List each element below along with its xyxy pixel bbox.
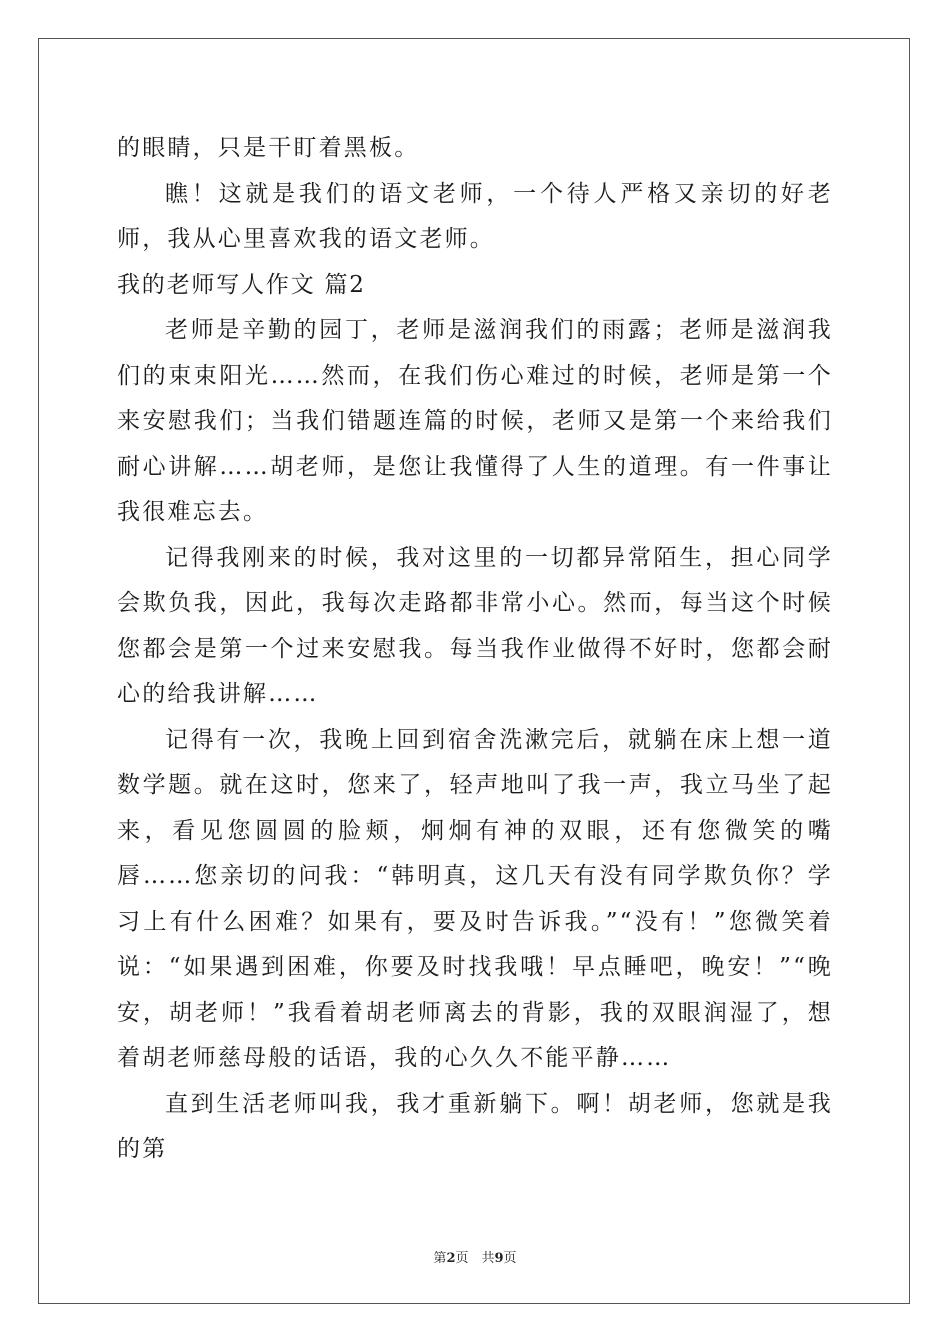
paragraph: 记得有一次，我晚上回到宿舍洗漱完后，就躺在床上想一道数学题。就在这时，您来了，轻声地叫了我一声，我立马坐了起来，看见您圆圆的脸颊，炯炯有神的双眼，还有您微笑的嘴唇……您亲切的问我：“韩明真，这几天有没有同学欺负你？学习上有什么困难？如果有，要及时告诉我。”“没有！”您微笑着说：“如果遇到困难，你要及时找我哦！早点睡吧，晚安！”“晚安，胡老师！”我看着胡老师离去的背影，我的双眼润湿了，想着胡老师慈母般的话语，我的心久久不能平静…… bbox=[117, 726, 833, 1071]
paragraph: 直到生活老师叫我，我才重新躺下。啊！胡老师，您就是我的第 bbox=[117, 1090, 833, 1162]
paragraph: 老师是辛勤的园丁，老师是滋润我们的雨露；老师是滋润我们的束束阳光……然而，在我们伤心难过的时候，老师是第一个来安慰我们；当我们错题连篇的时候，老师又是第一个来给我们耐心讲解……胡老师，是您让我懂得了人生的道理。有一件事让我很难忘去。 bbox=[117, 317, 833, 525]
paragraph-continuation: 的眼睛，只是干盯着黑板。 bbox=[117, 135, 420, 161]
page-footer bbox=[0, 1247, 950, 1266]
total-page-number: 9 bbox=[494, 1251, 504, 1266]
footer-middle: 页 共 bbox=[455, 1251, 495, 1266]
footer-prefix: 第 bbox=[433, 1251, 447, 1266]
section-heading: 我的老师写人作文 篇2 bbox=[117, 271, 366, 298]
paragraph: 记得我刚来的时候，我对这里的一切都异常陌生，担心同学会欺负我，因此，我每次走路都非常小心。然而，每当这个时候您都会是第一个过来安慰我。每当我作业做得不好时，您都会耐心的给我讲解…… bbox=[117, 544, 833, 707]
footer-suffix: 页 bbox=[503, 1251, 517, 1266]
document-body bbox=[117, 126, 833, 1173]
current-page-number: 2 bbox=[446, 1251, 456, 1266]
paragraph: 瞧！这就是我们的语文老师，一个待人严格又亲切的好老师，我从心里喜欢我的语文老师。 bbox=[117, 180, 833, 252]
